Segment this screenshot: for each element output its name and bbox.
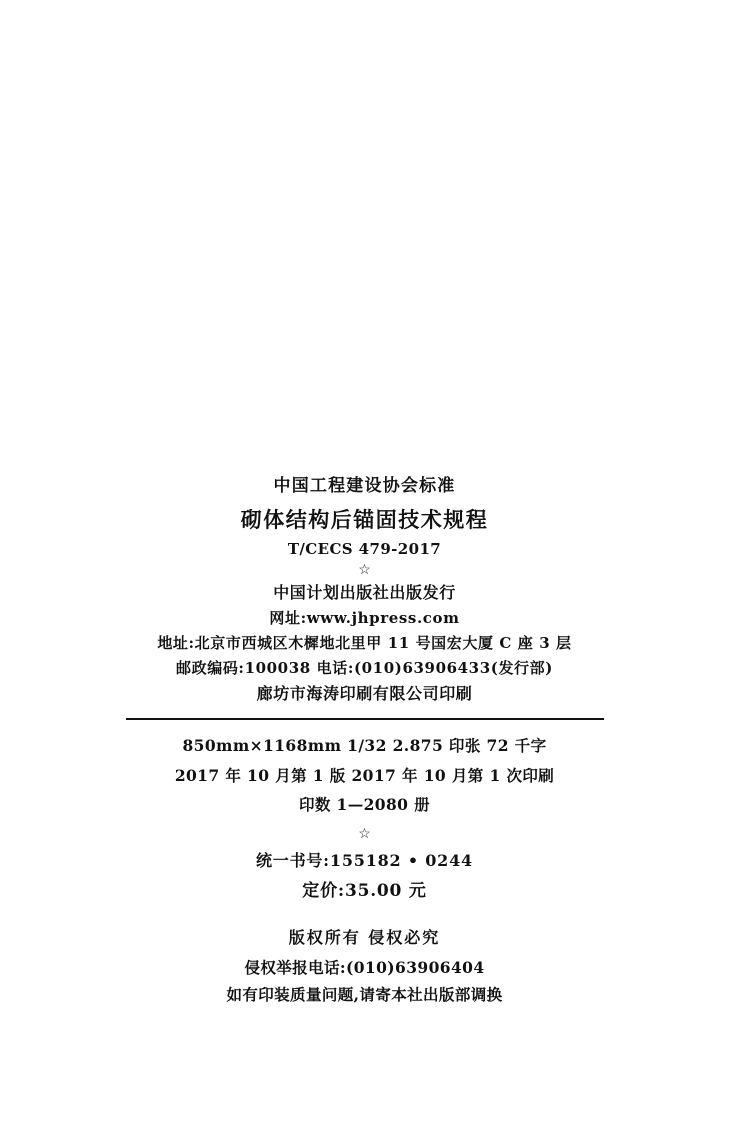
print-run-line: 印数 1—2080 册 bbox=[298, 795, 431, 814]
postcode-phone-line: 邮政编码:100038 电话:(010)63906433(发行部) bbox=[176, 659, 553, 677]
infringement-report-phone: 侵权举报电话:(010)63906404 bbox=[244, 957, 485, 977]
series-title: 中国工程建设协会标准 bbox=[273, 476, 456, 496]
edition-line: 2017 年 10 月第 1 版 2017 年 10 月第 1 次印刷 bbox=[174, 765, 555, 785]
star-ornament-icon-2: ☆ bbox=[358, 825, 371, 842]
printer-line: 廊坊市海涛印刷有限公司印刷 bbox=[256, 684, 473, 703]
exchange-note: 如有印装质量问题,请寄本社出版部调换 bbox=[226, 985, 503, 1004]
publisher-line: 中国计划出版社出版发行 bbox=[273, 583, 456, 602]
colophon-block bbox=[0, 478, 729, 1015]
website-line: 网址:www.jhpress.com bbox=[269, 609, 460, 627]
address-line: 地址:北京市西城区木樨地北里甲 11 号国宏大厦 C 座 3 层 bbox=[157, 634, 572, 652]
standard-title: 砌体结构后锚固技术规程 bbox=[240, 507, 489, 532]
star-ornament-icon: ☆ bbox=[358, 562, 371, 578]
format-spec-line: 850mm×1168mm 1/32 2.875 印张 72 千字 bbox=[182, 736, 547, 755]
standard-code: T/CECS 479-2017 bbox=[287, 540, 442, 558]
price-line: 定价:35.00 元 bbox=[302, 880, 427, 901]
divider-rule bbox=[126, 718, 604, 720]
isbn-line: 统一书号:155182 • 0244 bbox=[255, 850, 473, 870]
copyright-heading: 版权所有 侵权必究 bbox=[288, 927, 441, 947]
